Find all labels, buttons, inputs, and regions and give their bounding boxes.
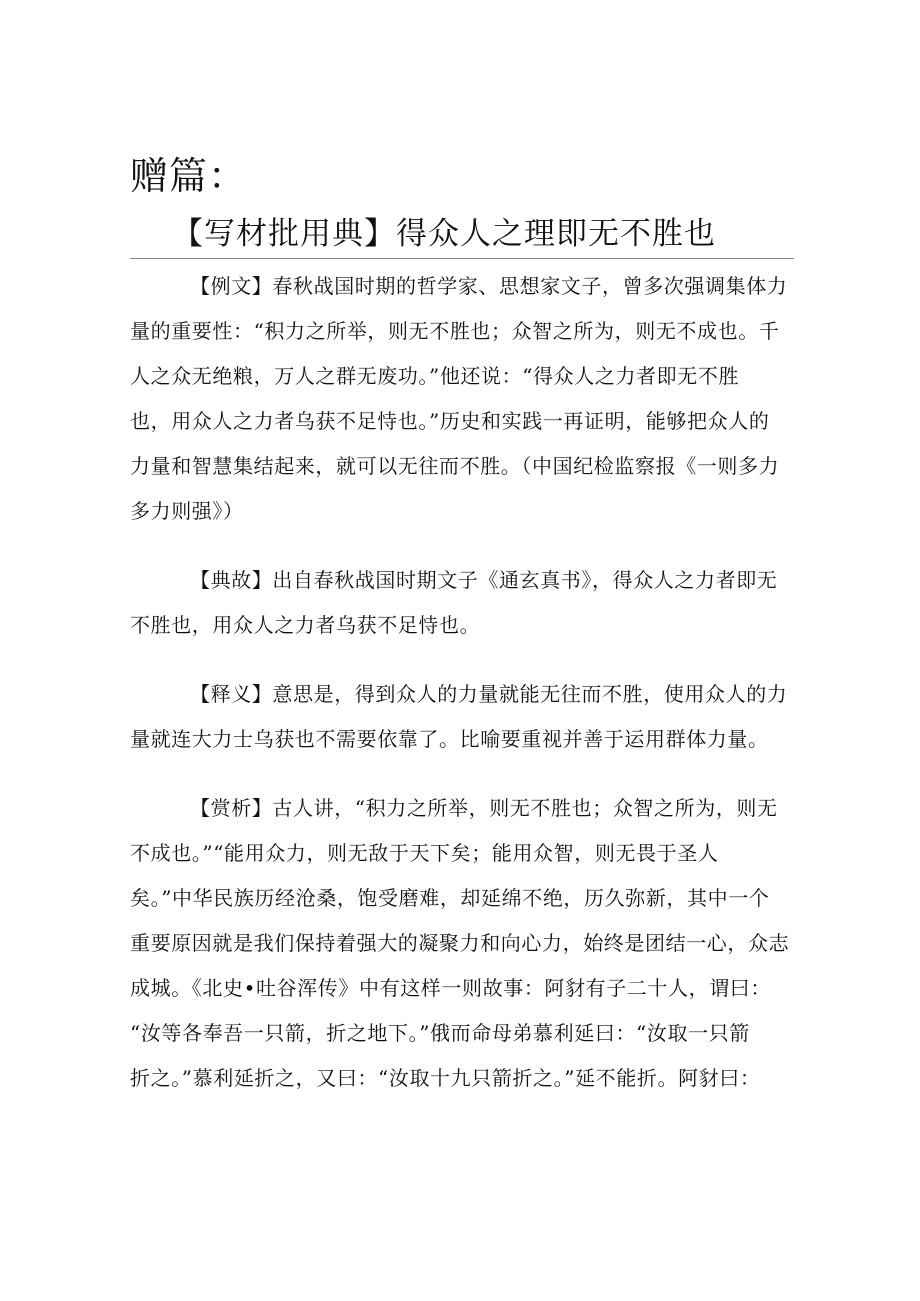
- title-divider: [130, 258, 794, 259]
- text-line: 矣。”中华民族历经沧桑，饱受磨难，却延绵不绝，历久弥新，其中一个: [130, 886, 770, 910]
- text-line: 也，用众人之力者乌获不足恃也。”历史和实践一再证明，能够把众人的: [130, 409, 770, 433]
- text-line: 多力则强》）: [130, 499, 244, 523]
- paragraph-meaning: [130, 672, 788, 762]
- text-line: 【典故】出自春秋战国时期文子《通玄真书》，得众人之力者即无: [190, 568, 778, 592]
- text-line: 不成也。”“能用众力，则无敌于天下矣；能用众智，则无畏于圣人: [130, 841, 719, 865]
- text-line: 量就连大力士乌获也不需要依靠了。比喻要重视并善于运用群体力量。: [130, 727, 769, 751]
- text-line: 不胜也，用众人之力者乌获不足恃也。: [130, 613, 481, 637]
- text-line: 量的重要性：“积力之所举，则无不胜也；众智之所为，则无不成也。千: [130, 319, 780, 343]
- text-line: 【例文】春秋战国时期的哲学家、思想家文子，曾多次强调集体力: [190, 274, 788, 298]
- text-line: 折之。”慕利延折之，又曰：“汝取十九只箭折之。”延不能折。阿豺曰：: [130, 1066, 761, 1090]
- section-heading: 赠篇：: [130, 154, 248, 198]
- text-line: 重要原因就是我们保持着强大的凝聚力和向心力，始终是团结一心，众志: [130, 931, 790, 955]
- article-title: 【写材批用典】得众人之理即无不胜也: [172, 216, 716, 252]
- text-line: 【释义】意思是，得到众人的力量就能无往而不胜，使用众人的力: [190, 682, 788, 706]
- text-line: 力量和智慧集结起来，就可以无往而不胜。（中国纪检监察报《一则多力: [130, 454, 780, 478]
- text-line: 【赏析】古人讲，“积力之所举，则无不胜也；众智之所为，则无: [190, 796, 778, 820]
- paragraph-appreciation: [130, 786, 790, 1101]
- text-line: “汝等各奉吾一只箭，折之地下。”俄而命母弟慕利延曰：“汝取一只箭: [130, 1021, 750, 1045]
- text-line: 成城。《北史•吐谷浑传》中有这样一则故事：阿豺有子二十人，谓曰：: [130, 976, 771, 1000]
- paragraph-example: [130, 264, 788, 534]
- paragraph-allusion: [130, 558, 780, 648]
- article-body: [130, 264, 790, 1125]
- text-line: 人之众无绝粮，万人之群无废功。”他还说：“得众人之力者即无不胜: [130, 364, 740, 388]
